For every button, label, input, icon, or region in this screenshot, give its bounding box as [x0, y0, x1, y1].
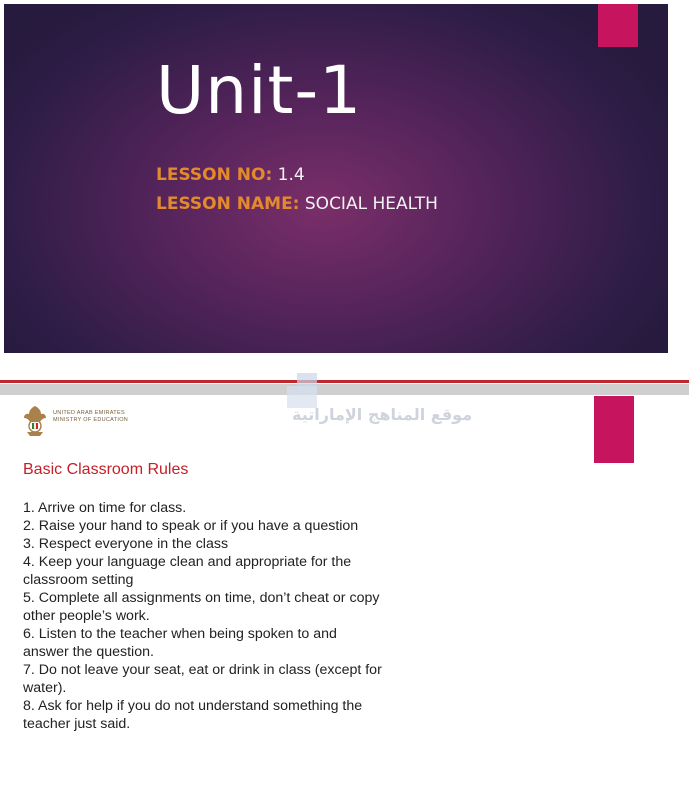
rules-list — [23, 499, 383, 733]
header-rule-grey — [0, 384, 689, 395]
accent-tab-2 — [594, 396, 634, 463]
rule-item: 5. Complete all assignments on time, don’t cheat or copy other people’s work. — [23, 590, 380, 624]
rule-item: 1. Arrive on time for class. — [23, 500, 187, 516]
rule-item: 7. Do not leave your seat, eat or drink in class (except for water). — [23, 662, 382, 696]
unit-title: Unit-1 — [156, 52, 363, 129]
lesson-name — [156, 194, 438, 214]
lesson-number-label: LESSON NO: — [156, 165, 273, 185]
ministry-name: MINISTRY OF EDUCATION — [53, 417, 129, 423]
lesson-number — [156, 165, 305, 185]
header-rule-red — [0, 380, 689, 383]
accent-tab — [598, 4, 638, 47]
country-name: UNITED ARAB EMIRATES — [53, 410, 125, 416]
lesson-number-value: 1.4 — [277, 165, 305, 185]
rule-item: 4. Keep your language clean and appropriate for the classroom setting — [23, 554, 352, 588]
rule-item: 6. Listen to the teacher when being spoken to and answer the question. — [23, 626, 337, 660]
lesson-name-value: SOCIAL HEALTH — [304, 194, 438, 214]
rule-item: 8. Ask for help if you do not understand something the teacher just said. — [23, 698, 363, 732]
title-slide — [4, 4, 668, 353]
ministry-header — [53, 410, 128, 424]
lesson-name-label: LESSON NAME: — [156, 194, 300, 214]
uae-emblem-icon — [22, 404, 48, 438]
rule-item: 2. Raise your hand to speak or if you have a question — [23, 518, 359, 534]
rule-item: 3. Respect everyone in the class — [23, 536, 229, 552]
watermark-text: موقع المناهج الإماراتية — [292, 405, 473, 424]
rules-title: Basic Classroom Rules — [23, 461, 189, 478]
